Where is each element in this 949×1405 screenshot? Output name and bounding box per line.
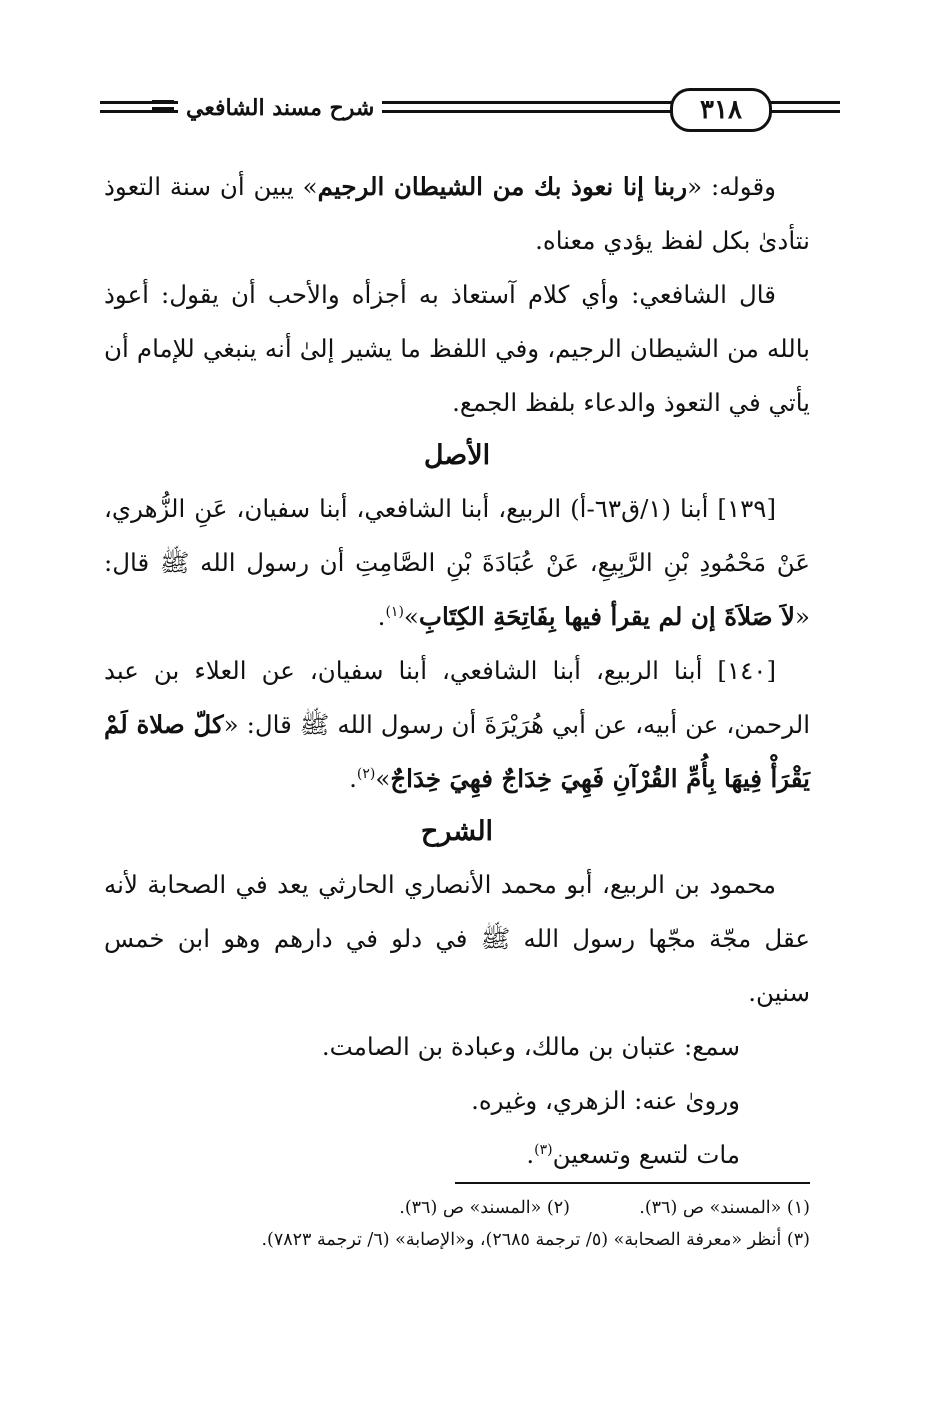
text-span: .: [377, 602, 386, 631]
line-death: [104, 1128, 810, 1182]
paragraph-tauz: [104, 160, 810, 268]
hadith-139: [104, 482, 810, 644]
heading-sharh: الشرح: [420, 816, 494, 847]
footnote-1: (١) «المسند» ص (٣٦).: [639, 1198, 810, 1218]
hadith-140: [104, 644, 810, 806]
line-narrated-by: وروىٰ عنه: الزهري، وغيره.: [471, 1086, 740, 1115]
page-number: ٣١٨: [670, 88, 772, 132]
footnote-3: (٣) أنظر «معرفة الصحابة» (٥/ ترجمة ٢٦٨٥)، و«الإصابة» (٦/ ترجمة ٧٨٢٣).: [261, 1230, 810, 1250]
hadith-matn: كلّ صلاة لَمْ يَقْرَأْ فِيهَا بِأُمِّ القُرْآنِ فَهِيَ خِدَاجٌ فهِيَ خِدَاجٌ: [104, 710, 810, 793]
hadith-matn: لاَ صَلاَةَ إن لم يقرأ فيها بِفَاتِحَةِ الكِتَابِ: [418, 602, 795, 631]
paragraph-mahmud: محمود بن الربيع، أبو محمد الأنصاري الحارثي يعد في الصحابة لأنه عقل مجّة مجّها رسول الله ﷺ في دلو في دارهم وهو ابن خمس سنين.: [104, 870, 810, 1007]
text-span: »: [403, 602, 419, 631]
text-span: »: [375, 764, 391, 793]
isnad-text: [١٤٠] أبنا الربيع، أبنا الشافعي، أبنا سفيان، عن العلاء بن عبد الرحمن، عن أبيه، عن أبي هُرَيْرَةَ أن رسول الله ﷺ قال: «: [104, 656, 810, 739]
text-span: » يبين أن سنة التعوذ نتأدىٰ بكل لفظ يؤدي معناه.: [104, 172, 810, 255]
paragraph-shafii: قال الشافعي: وأي كلام آستعاذ به أجزأه والأحب أن يقول: أعوذ بالله من الشيطان الرجيم، وفي اللفظ ما يشير إلىٰ أنه ينبغي للإمام أن يأتي في التعوذ والدعاء بلفظ الجمع.: [104, 280, 810, 417]
main-text: [104, 160, 810, 1182]
footnote-separator: [455, 1182, 810, 1184]
footnote-ref-2: (٢): [356, 765, 376, 782]
isnad-text: [١٣٩] أبنا (١/ق٦٣-أ) الربيع، أبنا الشافعي، أبنا سفيان، عَنِ الزُّهري، عَنْ مَحْمُودِ بْنِ الرَّبِيعِ، عَنْ عُبَادَةَ بْنِ الصَّامِتِ أن رسول الله ﷺ قال: «: [104, 494, 810, 631]
footnote-ref-1: (١): [385, 603, 404, 620]
footnote-row: [104, 1192, 810, 1224]
footnote-ref-3: (٣): [534, 1141, 553, 1158]
text-span: مات لتسع وتسعين: [552, 1140, 740, 1169]
running-title: شرح مسند الشافعي: [178, 88, 382, 128]
heading-asl: الأصل: [423, 440, 491, 471]
page-header: [100, 86, 840, 136]
quoted-dua: ربنا إنا نعوذ بك من الشيطان الرجيم: [317, 172, 688, 201]
line-heard-from: سمع: عتبان بن مالك، وعبادة بن الصامت.: [321, 1032, 740, 1061]
header-end-ornament: [152, 100, 174, 113]
text-span: .: [526, 1140, 535, 1169]
footnotes: [104, 1192, 810, 1256]
text-span: .: [349, 764, 357, 793]
text-span: وقوله: «: [687, 172, 776, 201]
footnote-2: (٢) «المسند» ص (٣٦).: [399, 1198, 570, 1218]
